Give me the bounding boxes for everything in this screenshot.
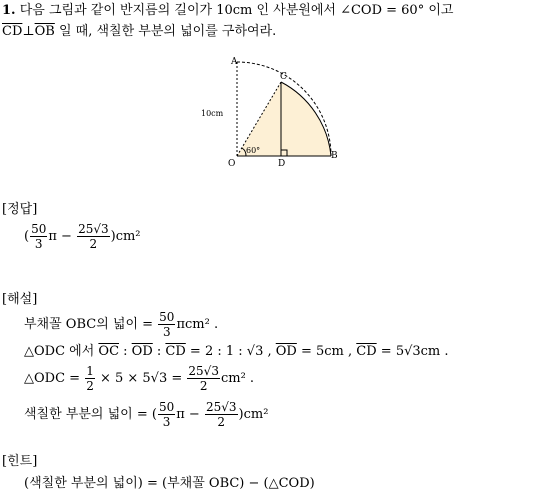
shaded-region: [237, 82, 331, 156]
explanation-line-3: [24, 364, 254, 393]
segment-ob: $\overline{OB}$: [34, 24, 55, 39]
expl-l3-den: 2: [86, 379, 94, 393]
expl-l2-pre: △ODC 에서: [24, 344, 99, 359]
expl-l2-mid: = 2 : 1 : √3 ,: [185, 344, 276, 359]
expl-l4-den2: 2: [217, 415, 226, 429]
label-radius: 10cm: [201, 109, 224, 118]
expl-l3-num: 1: [86, 364, 94, 378]
expl-l4-den: 3: [162, 415, 171, 429]
problem-line-1: [2, 3, 453, 19]
answer-f2-den: 2: [89, 237, 98, 251]
label-o: O: [228, 159, 236, 169]
expl-l2-od2: $\overline{OD}$: [275, 344, 297, 359]
expl-l1-frac: [158, 310, 175, 339]
expl-l2-sep1: :: [119, 344, 132, 359]
answer-frac-2: [77, 222, 110, 251]
explanation-line-2: [24, 344, 449, 360]
expl-l3-frac-1: [85, 364, 95, 393]
answer-tag: [정답]: [2, 202, 38, 217]
answer-line: [24, 222, 141, 251]
expl-l2-od: $\overline{OD}$: [131, 344, 153, 359]
expl-l3-post: cm² .: [220, 371, 255, 386]
answer-frac-1: [30, 222, 47, 251]
label-angle: 60°: [246, 146, 261, 155]
answer-f1-den: 3: [34, 237, 43, 251]
answer-close: )cm²: [110, 229, 141, 244]
expl-l3-pre: △ODC =: [24, 371, 85, 386]
perp-symbol: ⊥: [22, 24, 35, 39]
problem-text-1: 다음 그림과 같이 반지름의 길이가 10cm 인 사분원에서 ∠COD = 60° 이고: [19, 3, 454, 18]
explanation-line-4: [24, 400, 268, 429]
hint-text: (색칠한 부분의 넓이) = (부채꼴 OBC) − (△COD): [24, 476, 315, 491]
expl-l2-cd: $\overline{CD}$: [165, 344, 186, 359]
expl-l2-oc: $\overline{OC}$: [98, 344, 120, 359]
label-a: A: [231, 57, 238, 67]
expl-l1-post: πcm² .: [176, 317, 219, 332]
label-b: B: [331, 151, 338, 161]
answer-pi-minus: π −: [48, 229, 77, 244]
expl-l4-num: 50: [158, 400, 175, 414]
expl-l3-den2: 2: [199, 379, 208, 393]
expl-l3-mid: × 5 × 5√3 =: [95, 371, 187, 386]
expl-l1-den: 3: [162, 325, 171, 339]
expl-l4-num2: 25√3: [205, 400, 237, 414]
explanation-tag: [해설]: [2, 292, 38, 307]
expl-l2-eq3: = 5√3cm .: [376, 344, 449, 359]
expl-l4-frac-2: [205, 400, 238, 429]
expl-l4-frac-1: [158, 400, 175, 429]
expl-l3-frac-2: [187, 364, 220, 393]
expl-l1-pre: 부채꼴 OBC의 넓이 =: [24, 317, 158, 332]
expl-l3-num2: 25√3: [188, 364, 219, 378]
expl-l4-mid: π −: [176, 407, 204, 422]
label-c: C: [280, 72, 287, 82]
quarter-circle-figure: [190, 52, 340, 172]
expl-l4-pre: 색칠한 부분의 넓이 = (: [24, 407, 157, 422]
answer-f2-num: 25√3: [78, 222, 109, 236]
expl-l1-num: 50: [159, 310, 175, 324]
expl-l4-post: )cm²: [238, 407, 269, 422]
explanation-line-1: [24, 310, 218, 339]
problem-line-2: [2, 24, 276, 40]
problem-text-2: 일 때, 색칠한 부분의 넓이를 구하여라.: [54, 24, 277, 39]
hint-tag: [힌트]: [2, 454, 38, 469]
label-d: D: [278, 159, 286, 169]
segment-cd: $\overline{CD}$: [2, 24, 23, 39]
expl-l2-cd2: $\overline{CD}$: [356, 344, 377, 359]
answer-open: (: [24, 229, 30, 244]
problem-number: 1.: [2, 3, 16, 18]
expl-l2-sep2: :: [152, 344, 166, 359]
answer-f1-num: 50: [31, 222, 47, 236]
expl-l2-eq2: = 5cm ,: [296, 344, 357, 359]
